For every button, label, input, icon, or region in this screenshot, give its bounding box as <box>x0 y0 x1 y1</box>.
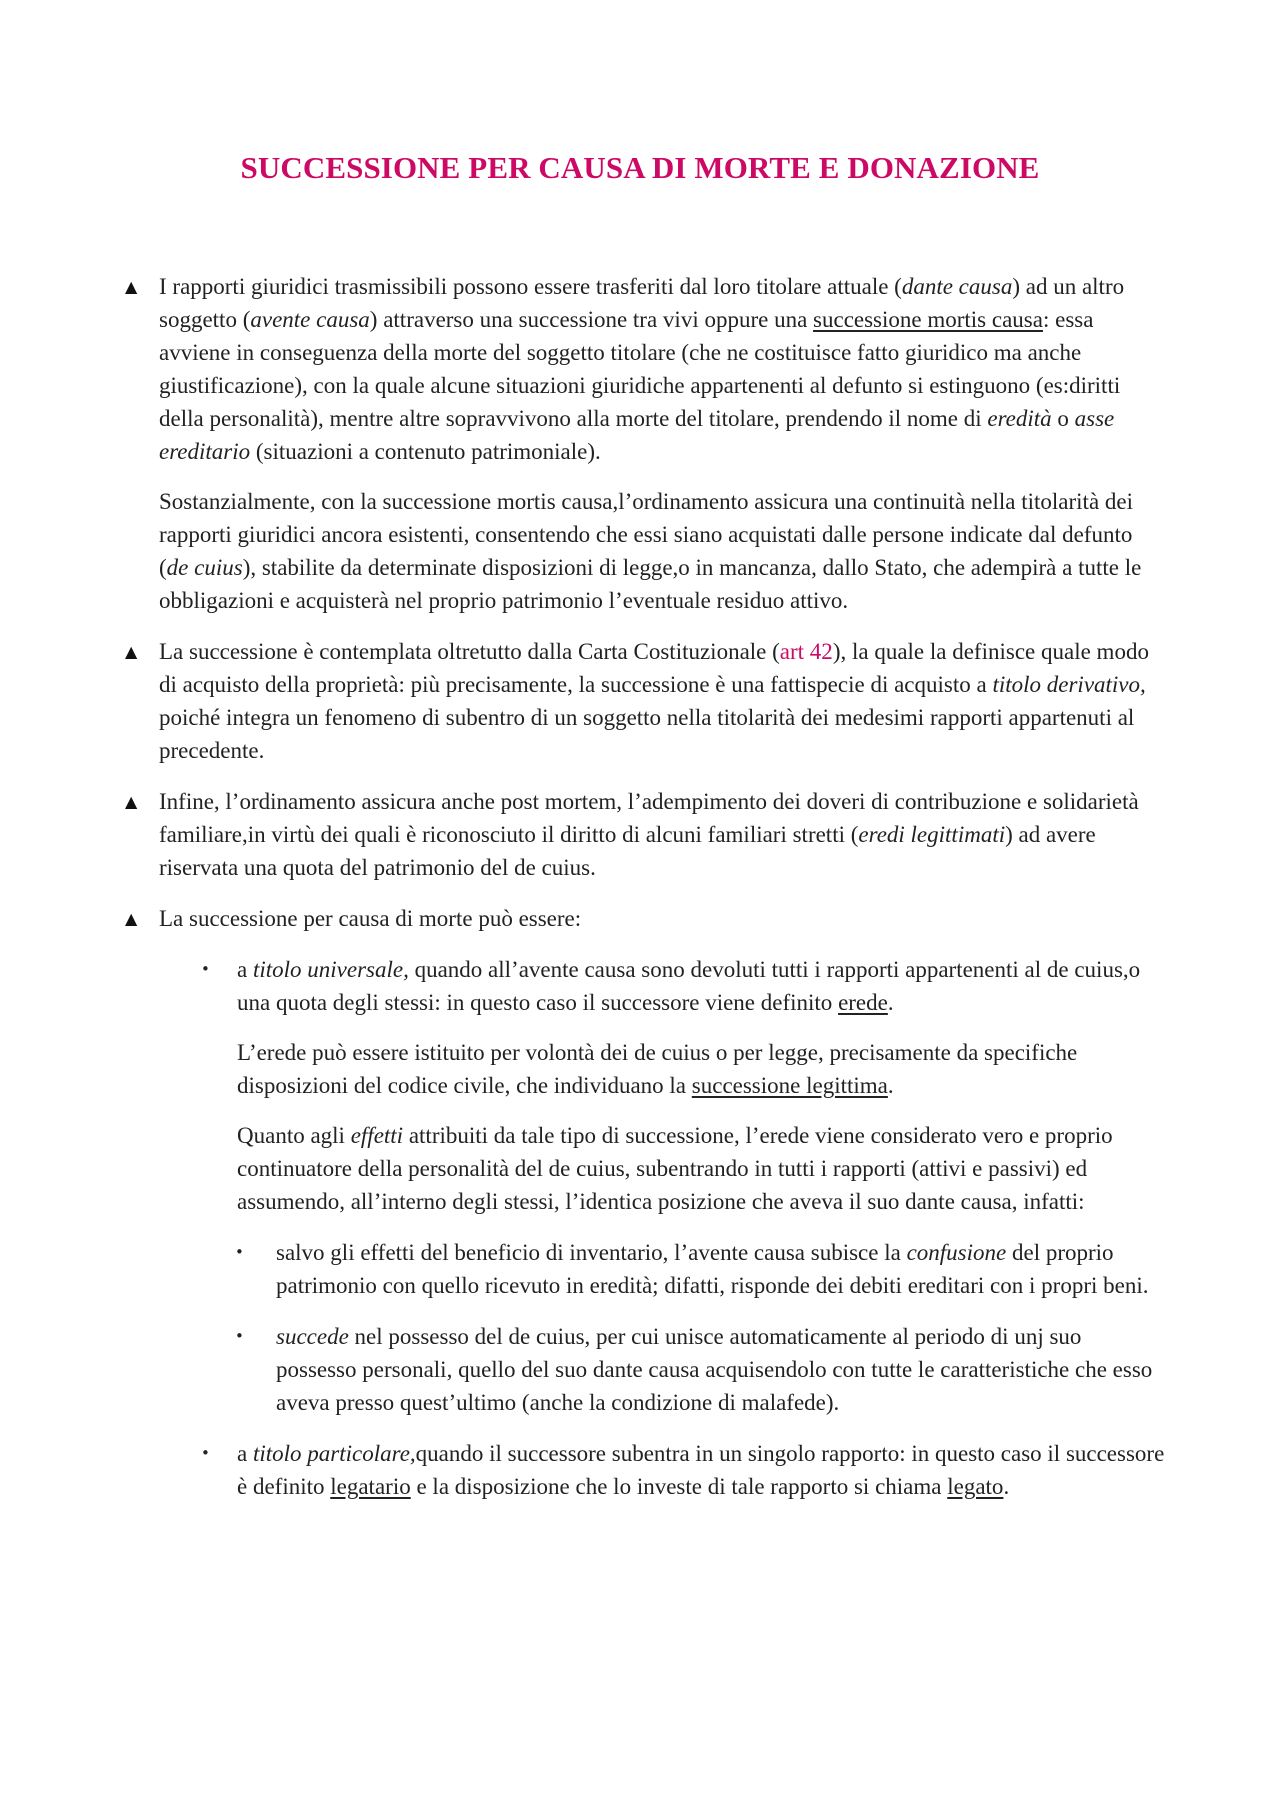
paragraph: Quanto agli effetti attribuiti da tale tipo di successione, l’erede viene considerato vero e proprio continuatore della personalità del de cuius, subentrando in tutti i rapporti (attivi e passivi) ed assumendo, all’interno degli stessi, l’identica posizione che aveva il suo dante causa, infatti: <box>237 1123 1113 1214</box>
paragraph: a titolo universale, quando all’avente causa sono devoluti tutti i rapporti appartenenti al de cuius,o una quota degli stessi: in questo caso il successore viene definito erede. <box>237 957 1141 1015</box>
underlined-term: successione legittima <box>691 1073 888 1098</box>
paragraph: La successione per causa di morte può essere: <box>159 906 582 931</box>
paragraph: Sostanzialmente, con la successione mortis causa,l’ordinamento assicura una continuità nella titolarità dei rapporti giuridici ancora esistenti, consentendo che essi siano acquistati dalle persone indicate dal defunto (de cuius), stabilite da determinate disposizioni di legge,o in mancanza, dallo Stato, che adempirà a tutte le obbligazioni e acquisterà nel proprio patrimonio l’eventuale residuo attivo. <box>159 489 1142 613</box>
triangle-bullet-icon: ▲ <box>125 909 138 928</box>
paragraph: Infine, l’ordinamento assicura anche post mortem, l’adempimento dei doveri di contribuzione e solidarietà familiare,in virtù dei quali è riconosciuto il diritto di alcuni familiari stretti (eredi legittimati) ad avere riservata una quota del patrimonio del de cuius. <box>159 789 1139 880</box>
underlined-term: erede <box>838 990 888 1015</box>
document-body <box>125 270 1165 1503</box>
paragraph: a titolo particolare,quando il successore subentra in un singolo rapporto: in questo caso il successore è definito legatario e la disposizione che lo investe di tale rapporto si chiama legato. <box>237 1441 1165 1499</box>
triangle-bullet-icon: ▲ <box>125 642 138 661</box>
paragraph: La successione è contemplata oltretutto dalla Carta Costituzionale (art 42), la quale la definisce quale modo di acquisto della proprietà: più precisamente, la successione è una fattispecie di acquisto a titolo derivativo, poiché integra un fenomeno di subentro di un soggetto nella titolarità dei medesimi rapporti appartenuti al precedente. <box>159 639 1149 763</box>
list-item <box>125 635 1165 767</box>
paragraph: salvo gli effetti del beneficio di inventario, l’avente causa subisce la confusione del proprio patrimonio con quello ricevuto in eredità; difatti, risponde dei debiti ereditari con i propri beni. <box>276 1240 1149 1298</box>
underlined-term: successione mortis causa <box>813 307 1043 332</box>
triangle-bullet-icon: ▲ <box>125 277 138 296</box>
list-item <box>125 902 1165 935</box>
list-item <box>125 785 1165 884</box>
list-item <box>125 1437 1165 1503</box>
list-item <box>125 1236 1165 1302</box>
triangle-bullet-icon: ▲ <box>125 792 138 811</box>
dot-bullet-icon: • <box>201 1444 210 1462</box>
list-item <box>125 270 1165 468</box>
paragraph: I rapporti giuridici trasmissibili possono essere trasferiti dal loro titolare attuale (dante causa) ad un altro soggetto (avente causa) attraverso una successione tra vivi oppure una successione mortis causa: essa avviene in conseguenza della morte del soggetto titolare (che ne costituisce fatto giuridico ma anche giustificazione), con la quale alcune situazioni giuridiche appartenenti al defunto si estinguono (es:diritti della personalità), mentre altre sopravvivono alla morte del titolare, prendendo il nome di eredità o asse ereditario (situazioni a contenuto patrimoniale). <box>159 274 1125 464</box>
dot-bullet-icon: • <box>235 1243 244 1261</box>
list-item <box>125 953 1165 1019</box>
list-item <box>125 1320 1165 1419</box>
paragraph: L’erede può essere istituito per volontà dei de cuius o per legge, precisamente da specifiche disposizioni del codice civile, che individuano la successione legittima. <box>237 1040 1078 1098</box>
underlined-term: legato <box>947 1474 1004 1499</box>
dot-bullet-icon: • <box>201 960 210 978</box>
article-reference: art 42 <box>779 639 833 664</box>
dot-bullet-icon: • <box>235 1327 244 1345</box>
underlined-term: legatario <box>330 1474 411 1499</box>
page-title: SUCCESSIONE PER CAUSA DI MORTE E DONAZIONE <box>240 150 1040 185</box>
paragraph: succede nel possesso del de cuius, per cui unisce automaticamente al periodo di unj suo possesso personali, quello del suo dante causa acquisendolo con tutte le caratteristiche che esso aveva presso quest’ultimo (anche la condizione di malafede). <box>276 1324 1153 1415</box>
